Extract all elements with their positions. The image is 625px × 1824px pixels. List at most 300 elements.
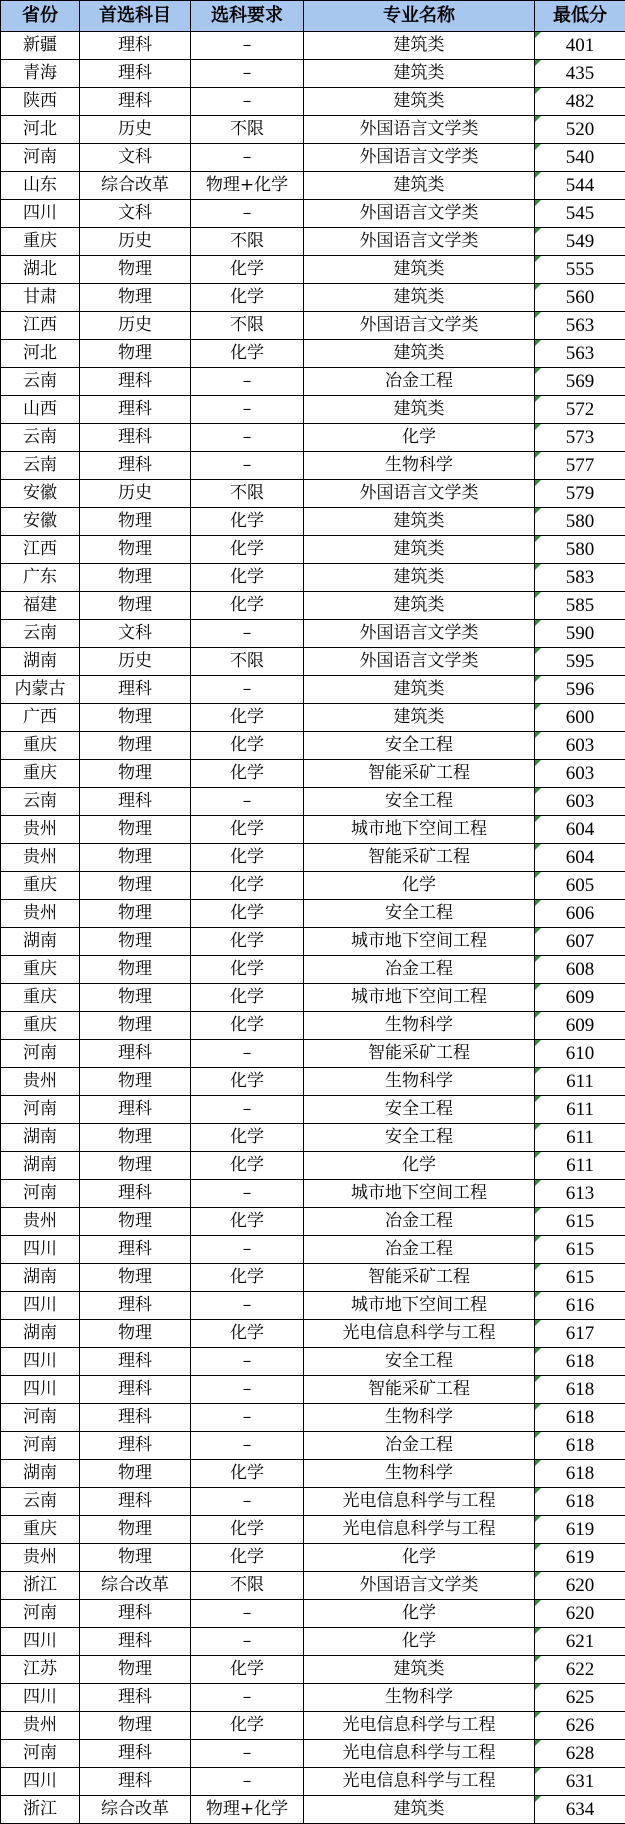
subject-requirement-cell: 化学 — [191, 284, 304, 312]
first-subject-cell: 物理 — [80, 1012, 191, 1040]
province-cell: 河南 — [1, 1040, 80, 1068]
major-name-cell: 建筑类 — [304, 1796, 535, 1824]
min-score-cell: 619 — [535, 1516, 625, 1544]
min-score-cell: 631 — [535, 1768, 625, 1796]
province-cell: 重庆 — [1, 228, 80, 256]
min-score-cell: 618 — [535, 1404, 625, 1432]
major-name-cell: 外国语言文学类 — [304, 200, 535, 228]
min-score-cell: 618 — [535, 1460, 625, 1488]
major-name-cell: 城市地下空间工程 — [304, 816, 535, 844]
table-row — [1, 144, 625, 172]
min-score-cell: 618 — [535, 1432, 625, 1460]
first-subject-cell: 物理 — [80, 816, 191, 844]
major-name-cell: 化学 — [304, 872, 535, 900]
province-cell: 浙江 — [1, 1796, 80, 1824]
table-row — [1, 1796, 625, 1824]
min-score-cell: 596 — [535, 676, 625, 704]
table-row — [1, 228, 625, 256]
min-score-cell: 634 — [535, 1796, 625, 1824]
subject-requirement-cell: 不限 — [191, 1572, 304, 1600]
major-name-cell: 外国语言文学类 — [304, 116, 535, 144]
table-row — [1, 1208, 625, 1236]
table-row — [1, 956, 625, 984]
first-subject-cell: 理科 — [80, 1292, 191, 1320]
min-score-cell: 573 — [535, 424, 625, 452]
major-name-cell: 建筑类 — [304, 284, 535, 312]
major-name-cell: 外国语言文学类 — [304, 480, 535, 508]
min-score-cell: 617 — [535, 1320, 625, 1348]
first-subject-cell: 历史 — [80, 312, 191, 340]
min-score-cell: 626 — [535, 1712, 625, 1740]
first-subject-cell: 物理 — [80, 564, 191, 592]
table-row — [1, 732, 625, 760]
first-subject-cell: 物理 — [80, 732, 191, 760]
first-subject-cell: 物理 — [80, 592, 191, 620]
province-cell: 青海 — [1, 60, 80, 88]
min-score-cell: 401 — [535, 32, 625, 60]
subject-requirement-cell: – — [191, 788, 304, 816]
table-row — [1, 844, 625, 872]
subject-requirement-cell: – — [191, 396, 304, 424]
major-name-cell: 建筑类 — [304, 172, 535, 200]
first-subject-cell: 理科 — [80, 1740, 191, 1768]
min-score-cell: 569 — [535, 368, 625, 396]
subject-requirement-cell: – — [191, 1040, 304, 1068]
table-row — [1, 1516, 625, 1544]
min-score-cell: 580 — [535, 508, 625, 536]
province-cell: 河南 — [1, 1096, 80, 1124]
subject-requirement-cell: – — [191, 1628, 304, 1656]
major-name-cell: 外国语言文学类 — [304, 144, 535, 172]
first-subject-cell: 物理 — [80, 508, 191, 536]
min-score-cell: 625 — [535, 1684, 625, 1712]
subject-requirement-cell: 化学 — [191, 816, 304, 844]
min-score-cell: 583 — [535, 564, 625, 592]
table-row — [1, 1012, 625, 1040]
min-score-cell: 563 — [535, 340, 625, 368]
major-name-cell: 冶金工程 — [304, 1432, 535, 1460]
first-subject-cell: 理科 — [80, 1488, 191, 1516]
province-cell: 湖南 — [1, 1320, 80, 1348]
province-cell: 广西 — [1, 704, 80, 732]
subject-requirement-cell: 化学 — [191, 760, 304, 788]
table-row — [1, 1236, 625, 1264]
first-subject-cell: 历史 — [80, 228, 191, 256]
table-row — [1, 1152, 625, 1180]
subject-requirement-cell: – — [191, 200, 304, 228]
subject-requirement-cell: 化学 — [191, 984, 304, 1012]
subject-requirement-cell: – — [191, 620, 304, 648]
first-subject-cell: 物理 — [80, 1460, 191, 1488]
header-major-name: 专业名称 — [304, 1, 535, 32]
subject-requirement-cell: 化学 — [191, 928, 304, 956]
table-row — [1, 1712, 625, 1740]
subject-requirement-cell: 化学 — [191, 340, 304, 368]
major-name-cell: 城市地下空间工程 — [304, 1180, 535, 1208]
subject-requirement-cell: 化学 — [191, 1516, 304, 1544]
min-score-cell: 604 — [535, 844, 625, 872]
min-score-cell: 435 — [535, 60, 625, 88]
province-cell: 贵州 — [1, 1544, 80, 1572]
table-row — [1, 1040, 625, 1068]
province-cell: 新疆 — [1, 32, 80, 60]
first-subject-cell: 物理 — [80, 536, 191, 564]
province-cell: 江苏 — [1, 1656, 80, 1684]
province-cell: 云南 — [1, 1488, 80, 1516]
major-name-cell: 建筑类 — [304, 536, 535, 564]
first-subject-cell: 理科 — [80, 396, 191, 424]
major-name-cell: 生物科学 — [304, 1404, 535, 1432]
province-cell: 福建 — [1, 592, 80, 620]
province-cell: 云南 — [1, 452, 80, 480]
major-name-cell: 安全工程 — [304, 900, 535, 928]
subject-requirement-cell: 化学 — [191, 1208, 304, 1236]
table-row — [1, 116, 625, 144]
province-cell: 贵州 — [1, 1712, 80, 1740]
major-name-cell: 建筑类 — [304, 88, 535, 116]
province-cell: 湖南 — [1, 1264, 80, 1292]
table-row — [1, 1600, 625, 1628]
first-subject-cell: 物理 — [80, 1264, 191, 1292]
table-row — [1, 760, 625, 788]
min-score-cell: 572 — [535, 396, 625, 424]
first-subject-cell: 物理 — [80, 1656, 191, 1684]
province-cell: 内蒙古 — [1, 676, 80, 704]
min-score-cell: 605 — [535, 872, 625, 900]
province-cell: 山东 — [1, 172, 80, 200]
table-row — [1, 424, 625, 452]
first-subject-cell: 理科 — [80, 1628, 191, 1656]
province-cell: 湖北 — [1, 256, 80, 284]
subject-requirement-cell: – — [191, 452, 304, 480]
min-score-cell: 577 — [535, 452, 625, 480]
min-score-cell: 618 — [535, 1488, 625, 1516]
min-score-cell: 615 — [535, 1208, 625, 1236]
province-cell: 江西 — [1, 312, 80, 340]
table-row — [1, 452, 625, 480]
first-subject-cell: 物理 — [80, 928, 191, 956]
subject-requirement-cell: 化学 — [191, 1544, 304, 1572]
subject-requirement-cell: – — [191, 1236, 304, 1264]
first-subject-cell: 物理 — [80, 1068, 191, 1096]
header-row — [1, 1, 625, 32]
first-subject-cell: 物理 — [80, 1208, 191, 1236]
major-name-cell: 安全工程 — [304, 788, 535, 816]
first-subject-cell: 理科 — [80, 1236, 191, 1264]
province-cell: 浙江 — [1, 1572, 80, 1600]
first-subject-cell: 理科 — [80, 1180, 191, 1208]
min-score-cell: 544 — [535, 172, 625, 200]
province-cell: 湖南 — [1, 1152, 80, 1180]
province-cell: 河南 — [1, 1432, 80, 1460]
major-name-cell: 光电信息科学与工程 — [304, 1740, 535, 1768]
first-subject-cell: 物理 — [80, 1320, 191, 1348]
major-name-cell: 建筑类 — [304, 1656, 535, 1684]
min-score-cell: 610 — [535, 1040, 625, 1068]
table-row — [1, 1124, 625, 1152]
table-body — [1, 32, 625, 1824]
province-cell: 四川 — [1, 1292, 80, 1320]
province-cell: 河南 — [1, 1600, 80, 1628]
major-name-cell: 建筑类 — [304, 564, 535, 592]
min-score-cell: 618 — [535, 1376, 625, 1404]
major-name-cell: 外国语言文学类 — [304, 648, 535, 676]
first-subject-cell: 理科 — [80, 1432, 191, 1460]
table-row — [1, 676, 625, 704]
province-cell: 贵州 — [1, 1208, 80, 1236]
table-row — [1, 284, 625, 312]
province-cell: 云南 — [1, 424, 80, 452]
min-score-cell: 482 — [535, 88, 625, 116]
table-row — [1, 788, 625, 816]
major-name-cell: 建筑类 — [304, 592, 535, 620]
major-name-cell: 智能采矿工程 — [304, 1264, 535, 1292]
province-cell: 安徽 — [1, 508, 80, 536]
subject-requirement-cell: 物理+化学 — [191, 1796, 304, 1824]
table-row — [1, 648, 625, 676]
province-cell: 重庆 — [1, 1012, 80, 1040]
province-cell: 云南 — [1, 788, 80, 816]
subject-requirement-cell: – — [191, 1404, 304, 1432]
first-subject-cell: 物理 — [80, 1544, 191, 1572]
major-name-cell: 冶金工程 — [304, 1236, 535, 1264]
subject-requirement-cell: – — [191, 144, 304, 172]
province-cell: 甘肃 — [1, 284, 80, 312]
subject-requirement-cell: 不限 — [191, 312, 304, 340]
table-row — [1, 368, 625, 396]
table-row — [1, 984, 625, 1012]
major-name-cell: 智能采矿工程 — [304, 1040, 535, 1068]
first-subject-cell: 理科 — [80, 1404, 191, 1432]
major-name-cell: 外国语言文学类 — [304, 228, 535, 256]
province-cell: 河北 — [1, 116, 80, 144]
first-subject-cell: 综合改革 — [80, 172, 191, 200]
major-name-cell: 城市地下空间工程 — [304, 928, 535, 956]
table-row — [1, 900, 625, 928]
province-cell: 河北 — [1, 340, 80, 368]
table-row — [1, 88, 625, 116]
min-score-cell: 560 — [535, 284, 625, 312]
first-subject-cell: 理科 — [80, 32, 191, 60]
table-row — [1, 620, 625, 648]
header-first-subject: 首选科目 — [80, 1, 191, 32]
first-subject-cell: 历史 — [80, 648, 191, 676]
subject-requirement-cell: 化学 — [191, 1264, 304, 1292]
table-row — [1, 1264, 625, 1292]
subject-requirement-cell: 化学 — [191, 564, 304, 592]
major-name-cell: 光电信息科学与工程 — [304, 1516, 535, 1544]
first-subject-cell: 物理 — [80, 872, 191, 900]
province-cell: 山西 — [1, 396, 80, 424]
major-name-cell: 光电信息科学与工程 — [304, 1488, 535, 1516]
subject-requirement-cell: – — [191, 88, 304, 116]
min-score-cell: 622 — [535, 1656, 625, 1684]
table-row — [1, 1684, 625, 1712]
major-name-cell: 光电信息科学与工程 — [304, 1712, 535, 1740]
subject-requirement-cell: 化学 — [191, 508, 304, 536]
first-subject-cell: 物理 — [80, 1152, 191, 1180]
min-score-cell: 621 — [535, 1628, 625, 1656]
province-cell: 重庆 — [1, 984, 80, 1012]
min-score-cell: 579 — [535, 480, 625, 508]
subject-requirement-cell: 不限 — [191, 648, 304, 676]
table-row — [1, 1376, 625, 1404]
table-row — [1, 256, 625, 284]
min-score-cell: 603 — [535, 760, 625, 788]
subject-requirement-cell: – — [191, 1432, 304, 1460]
min-score-cell: 611 — [535, 1152, 625, 1180]
min-score-cell: 615 — [535, 1264, 625, 1292]
province-cell: 湖南 — [1, 648, 80, 676]
first-subject-cell: 理科 — [80, 676, 191, 704]
min-score-cell: 616 — [535, 1292, 625, 1320]
subject-requirement-cell: 化学 — [191, 1656, 304, 1684]
province-cell: 河南 — [1, 1404, 80, 1432]
province-cell: 重庆 — [1, 872, 80, 900]
subject-requirement-cell: – — [191, 1180, 304, 1208]
first-subject-cell: 理科 — [80, 1684, 191, 1712]
province-cell: 湖南 — [1, 1124, 80, 1152]
table-row — [1, 1740, 625, 1768]
subject-requirement-cell: – — [191, 1684, 304, 1712]
province-cell: 重庆 — [1, 1516, 80, 1544]
table-row — [1, 1292, 625, 1320]
province-cell: 湖南 — [1, 928, 80, 956]
first-subject-cell: 物理 — [80, 760, 191, 788]
major-name-cell: 化学 — [304, 1544, 535, 1572]
subject-requirement-cell: 化学 — [191, 872, 304, 900]
subject-requirement-cell: 化学 — [191, 536, 304, 564]
first-subject-cell: 理科 — [80, 1600, 191, 1628]
first-subject-cell: 理科 — [80, 60, 191, 88]
major-name-cell: 安全工程 — [304, 732, 535, 760]
min-score-cell: 608 — [535, 956, 625, 984]
province-cell: 湖南 — [1, 1460, 80, 1488]
province-cell: 四川 — [1, 1628, 80, 1656]
header-province: 省份 — [1, 1, 80, 32]
table-row — [1, 1628, 625, 1656]
province-cell: 重庆 — [1, 760, 80, 788]
province-cell: 重庆 — [1, 956, 80, 984]
min-score-cell: 590 — [535, 620, 625, 648]
table-row — [1, 564, 625, 592]
table-row — [1, 1460, 625, 1488]
major-name-cell: 冶金工程 — [304, 956, 535, 984]
first-subject-cell: 历史 — [80, 116, 191, 144]
first-subject-cell: 物理 — [80, 1516, 191, 1544]
major-name-cell: 生物科学 — [304, 1068, 535, 1096]
major-name-cell: 建筑类 — [304, 508, 535, 536]
min-score-cell: 545 — [535, 200, 625, 228]
subject-requirement-cell: 化学 — [191, 1460, 304, 1488]
subject-requirement-cell: 化学 — [191, 732, 304, 760]
first-subject-cell: 历史 — [80, 480, 191, 508]
first-subject-cell: 理科 — [80, 424, 191, 452]
table-row — [1, 1348, 625, 1376]
subject-requirement-cell: 化学 — [191, 592, 304, 620]
table-row — [1, 1656, 625, 1684]
subject-requirement-cell: 化学 — [191, 1712, 304, 1740]
min-score-cell: 615 — [535, 1236, 625, 1264]
province-cell: 广东 — [1, 564, 80, 592]
major-name-cell: 智能采矿工程 — [304, 844, 535, 872]
table-row — [1, 1320, 625, 1348]
first-subject-cell: 理科 — [80, 452, 191, 480]
table-row — [1, 928, 625, 956]
major-name-cell: 建筑类 — [304, 32, 535, 60]
subject-requirement-cell: 化学 — [191, 1152, 304, 1180]
first-subject-cell: 理科 — [80, 1376, 191, 1404]
subject-requirement-cell: – — [191, 368, 304, 396]
major-name-cell: 光电信息科学与工程 — [304, 1768, 535, 1796]
table-row — [1, 704, 625, 732]
first-subject-cell: 综合改革 — [80, 1796, 191, 1824]
table-row — [1, 508, 625, 536]
subject-requirement-cell: – — [191, 1376, 304, 1404]
subject-requirement-cell: 物理+化学 — [191, 172, 304, 200]
first-subject-cell: 理科 — [80, 1040, 191, 1068]
subject-requirement-cell: 不限 — [191, 480, 304, 508]
major-name-cell: 冶金工程 — [304, 368, 535, 396]
subject-requirement-cell: – — [191, 60, 304, 88]
min-score-cell: 606 — [535, 900, 625, 928]
province-cell: 云南 — [1, 620, 80, 648]
first-subject-cell: 物理 — [80, 956, 191, 984]
province-cell: 安徽 — [1, 480, 80, 508]
major-name-cell: 安全工程 — [304, 1096, 535, 1124]
table-row — [1, 32, 625, 60]
min-score-cell: 607 — [535, 928, 625, 956]
table-row — [1, 1488, 625, 1516]
subject-requirement-cell: 不限 — [191, 116, 304, 144]
min-score-cell: 609 — [535, 984, 625, 1012]
major-name-cell: 化学 — [304, 424, 535, 452]
province-cell: 四川 — [1, 1768, 80, 1796]
subject-requirement-cell: 不限 — [191, 228, 304, 256]
subject-requirement-cell: 化学 — [191, 844, 304, 872]
subject-requirement-cell: 化学 — [191, 900, 304, 928]
first-subject-cell: 理科 — [80, 88, 191, 116]
major-name-cell: 生物科学 — [304, 1684, 535, 1712]
major-name-cell: 智能采矿工程 — [304, 1376, 535, 1404]
major-name-cell: 建筑类 — [304, 704, 535, 732]
min-score-cell: 580 — [535, 536, 625, 564]
table-row — [1, 1544, 625, 1572]
min-score-cell: 603 — [535, 788, 625, 816]
major-name-cell: 化学 — [304, 1600, 535, 1628]
subject-requirement-cell: – — [191, 424, 304, 452]
subject-requirement-cell: 化学 — [191, 1068, 304, 1096]
subject-requirement-cell: – — [191, 1740, 304, 1768]
subject-requirement-cell: – — [191, 1292, 304, 1320]
first-subject-cell: 物理 — [80, 1712, 191, 1740]
subject-requirement-cell: – — [191, 32, 304, 60]
major-name-cell: 安全工程 — [304, 1348, 535, 1376]
min-score-cell: 563 — [535, 312, 625, 340]
first-subject-cell: 物理 — [80, 704, 191, 732]
first-subject-cell: 综合改革 — [80, 1572, 191, 1600]
first-subject-cell: 文科 — [80, 144, 191, 172]
subject-requirement-cell: – — [191, 1600, 304, 1628]
min-score-cell: 611 — [535, 1124, 625, 1152]
province-cell: 重庆 — [1, 732, 80, 760]
min-score-cell: 600 — [535, 704, 625, 732]
first-subject-cell: 理科 — [80, 368, 191, 396]
first-subject-cell: 物理 — [80, 340, 191, 368]
table-row — [1, 1404, 625, 1432]
province-cell: 四川 — [1, 1684, 80, 1712]
min-score-cell: 555 — [535, 256, 625, 284]
